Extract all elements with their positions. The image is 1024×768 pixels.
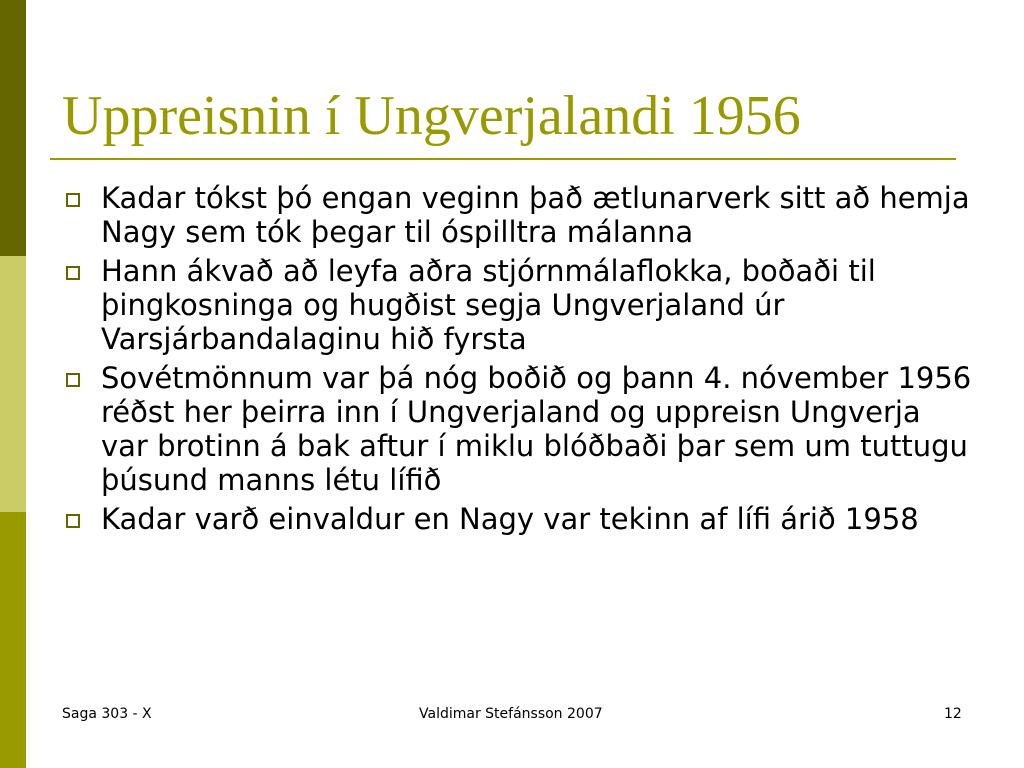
sidebar-segment-light xyxy=(0,256,26,512)
bullet-item xyxy=(62,361,972,497)
hollow-square-bullet-icon xyxy=(66,266,80,280)
title-divider xyxy=(50,158,956,160)
hollow-square-bullet-icon xyxy=(66,514,80,528)
footer-course-label: Saga 303 - X xyxy=(62,706,152,722)
bullet-item xyxy=(62,502,972,536)
bullet-list xyxy=(62,181,972,541)
bullet-text: Hann ákvað að leyfa aðra stjórnmálaflokka, boðaði til þingkosninga og hugðist segja Ungverjaland úr Varsjárbandalaginu hið fyrsta xyxy=(101,254,876,356)
sidebar-segment-olive xyxy=(0,512,26,768)
hollow-square-bullet-icon xyxy=(66,193,80,207)
footer-author: Valdimar Stefánsson 2007 xyxy=(419,706,603,722)
bullet-text: Kadar varð einvaldur en Nagy var tekinn af lífi árið 1958 xyxy=(101,502,919,536)
bullet-text: Kadar tókst þó engan veginn það ætlunarverk sitt að hemja Nagy sem tók þegar til óspilltra málanna xyxy=(101,181,970,249)
footer-page-number: 12 xyxy=(944,706,962,722)
bullet-item xyxy=(62,254,972,356)
hollow-square-bullet-icon xyxy=(66,373,80,387)
sidebar-decoration xyxy=(0,0,26,768)
bullet-item xyxy=(62,181,972,249)
slide-title: Uppreisnin í Ungverjalandi 1956 xyxy=(62,85,801,147)
sidebar-segment-dark xyxy=(0,0,26,256)
bullet-text: Sovétmönnum var þá nóg boðið og þann 4. nóvember 1956 réðst her þeirra inn í Ungverjaland og uppreisn Ungverja var brotinn á bak aftur í miklu blóðbaði þar sem um tuttugu þúsund manns létu lífið xyxy=(101,361,972,497)
